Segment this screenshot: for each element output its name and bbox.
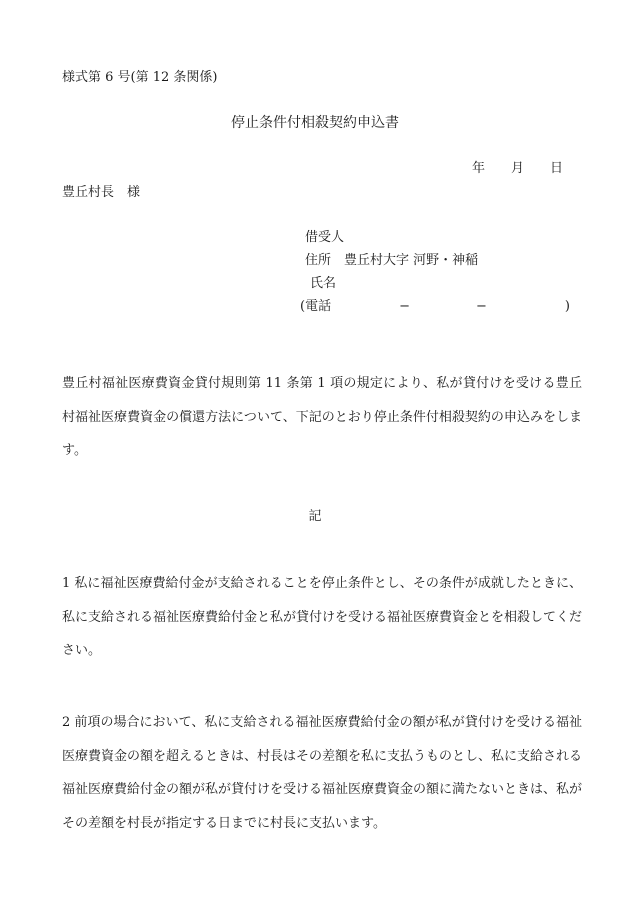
phone-close: ) (564, 299, 570, 314)
date-month-label: 月 (511, 161, 525, 176)
application-paragraph: 豊丘村福祉医療費資金貸付規則第 11 条第 1 項の規定により、私が貸付けを受ける豊丘村福祉医療費資金の償還方法について、下記のとおり停止条件付相殺契約の申込みをします。 (62, 376, 582, 458)
address-label: 住所 (305, 253, 332, 268)
name-label: 氏名 (310, 276, 337, 291)
form-number: 様式第 6 号(第 12 条関係) (62, 70, 218, 85)
recipient: 豊丘村長 様 (62, 185, 141, 200)
address-row (300, 249, 570, 272)
date-year-label: 年 (472, 161, 486, 176)
date-day-label: 日 (550, 161, 564, 176)
phone-dash-1: − (399, 299, 410, 314)
name-row (300, 272, 570, 295)
phone-dash-2: − (475, 299, 487, 314)
borrower-label: 借受人 (305, 230, 345, 245)
phone-open: (電話 (300, 299, 332, 314)
borrower-block (300, 226, 570, 318)
phone-row (300, 295, 570, 318)
document-title: 停止条件付相殺契約申込書 (231, 115, 399, 131)
address-value: 豊丘村大字 河野・神稲 (344, 253, 479, 268)
item-2: 2 前項の場合において、私に支給される福祉医療費給付金の額が私が貸付けを受ける福祉医療費資金の額を超えるときは、村長はその差額を私に支払うものとし、私に支給される福祉医療費給付金の額が私が貸付けを受ける福祉医療費資金の額に満たないときは、私がその差額を村長が指定する日までに村長に支払います。 (62, 715, 583, 831)
date-line (472, 157, 563, 176)
ki-heading: 記 (308, 509, 322, 524)
item-1: 1 私に福祉医療費給付金が支給されることを停止条件とし、その条件が成就したときに、私に支給される福祉医療費給付金と私が貸付けを受ける福祉医療費資金とを相殺してください。 (62, 576, 583, 658)
